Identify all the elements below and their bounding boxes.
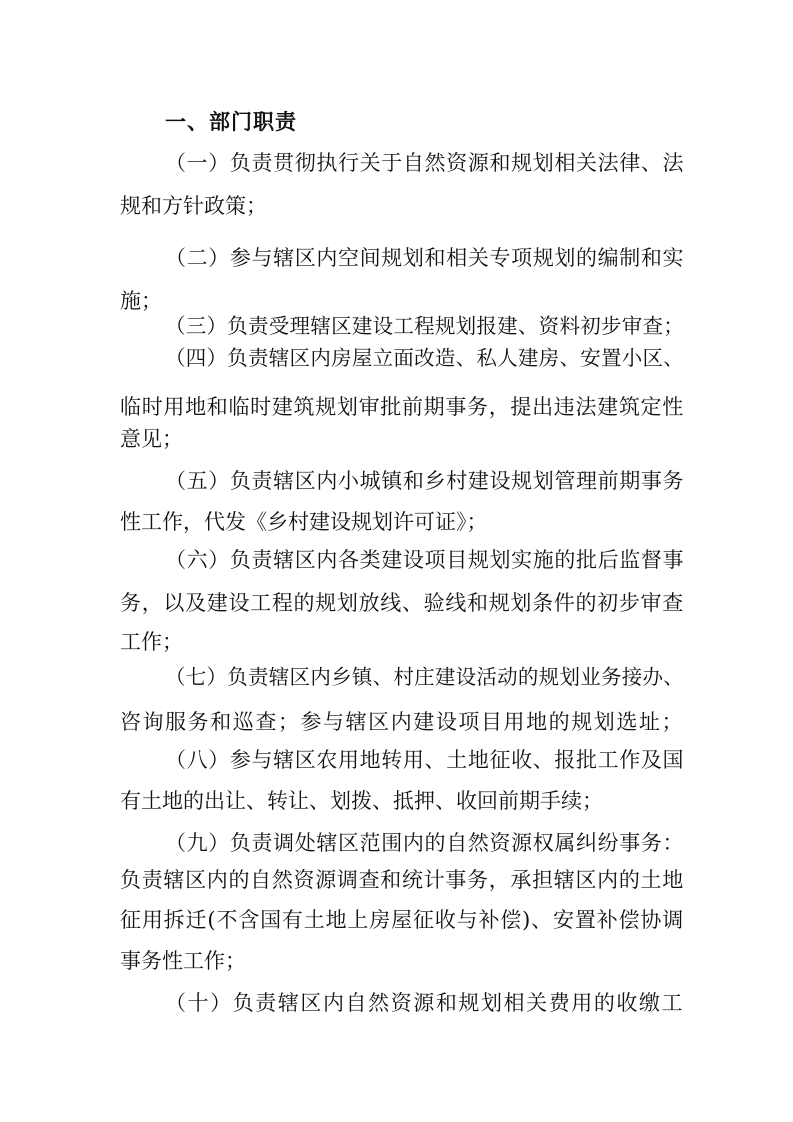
paragraph-line: （六）负责辖区内各类建设项目规划实施的批后监督事 <box>165 548 685 572</box>
paragraph-line: 有土地的出让、转让、划拨、抵押、收回前期手续； <box>120 789 603 813</box>
paragraph-line: （八）参与辖区农用地转用、土地征收、报批工作及国 <box>165 748 685 772</box>
paragraph-line: 事务性工作； <box>120 949 246 973</box>
paragraph-line: （一）负责贯彻执行关于自然资源和规划相关法律、法 <box>165 151 685 175</box>
paragraph-line: （三）负责受理辖区建设工程规划报建、资料初步审查； <box>165 314 684 338</box>
paragraph-line: 性工作，代发《乡村建设规划许可证》； <box>120 510 488 534</box>
paragraph-line: 规和方针政策； <box>120 194 267 218</box>
paragraph-line: 工作； <box>120 630 183 654</box>
paragraph-line: 临时用地和临时建筑规划审批前期事务，提出违法建筑定性 <box>120 395 684 419</box>
paragraph-line: 咨询服务和巡查；参与辖区内建设项目用地的规划选址； <box>120 710 684 734</box>
paragraph-line: 务，以及建设工程的规划放线、验线和规划条件的初步审查 <box>120 591 684 615</box>
paragraph-line: 施； <box>120 289 162 313</box>
paragraph-line: （五）负责辖区内小城镇和乡村建设规划管理前期事务 <box>165 469 685 493</box>
paragraph-line: 征用拆迁(不含国有土地上房屋征收与补偿)、安置补偿协调 <box>120 908 685 932</box>
section-title: 一、部门职责 <box>165 110 297 134</box>
paragraph-line: （七）负责辖区内乡镇、村庄建设活动的规划业务接办、 <box>165 665 684 689</box>
paragraph-line: （十）负责辖区内自然资源和规划相关费用的收缴工 <box>165 991 685 1015</box>
paragraph-line: 负责辖区内的自然资源调查和统计事务，承担辖区内的土地 <box>120 868 684 892</box>
paragraph-line: 意见； <box>120 427 183 451</box>
paragraph-line: （二）参与辖区内空间规划和相关专项规划的编制和实 <box>165 246 685 270</box>
paragraph-line: （九）负责调处辖区范围内的自然资源权属纠纷事务： <box>165 831 685 855</box>
paragraph-line: （四）负责辖区内房屋立面改造、私人建房、安置小区、 <box>165 346 684 370</box>
